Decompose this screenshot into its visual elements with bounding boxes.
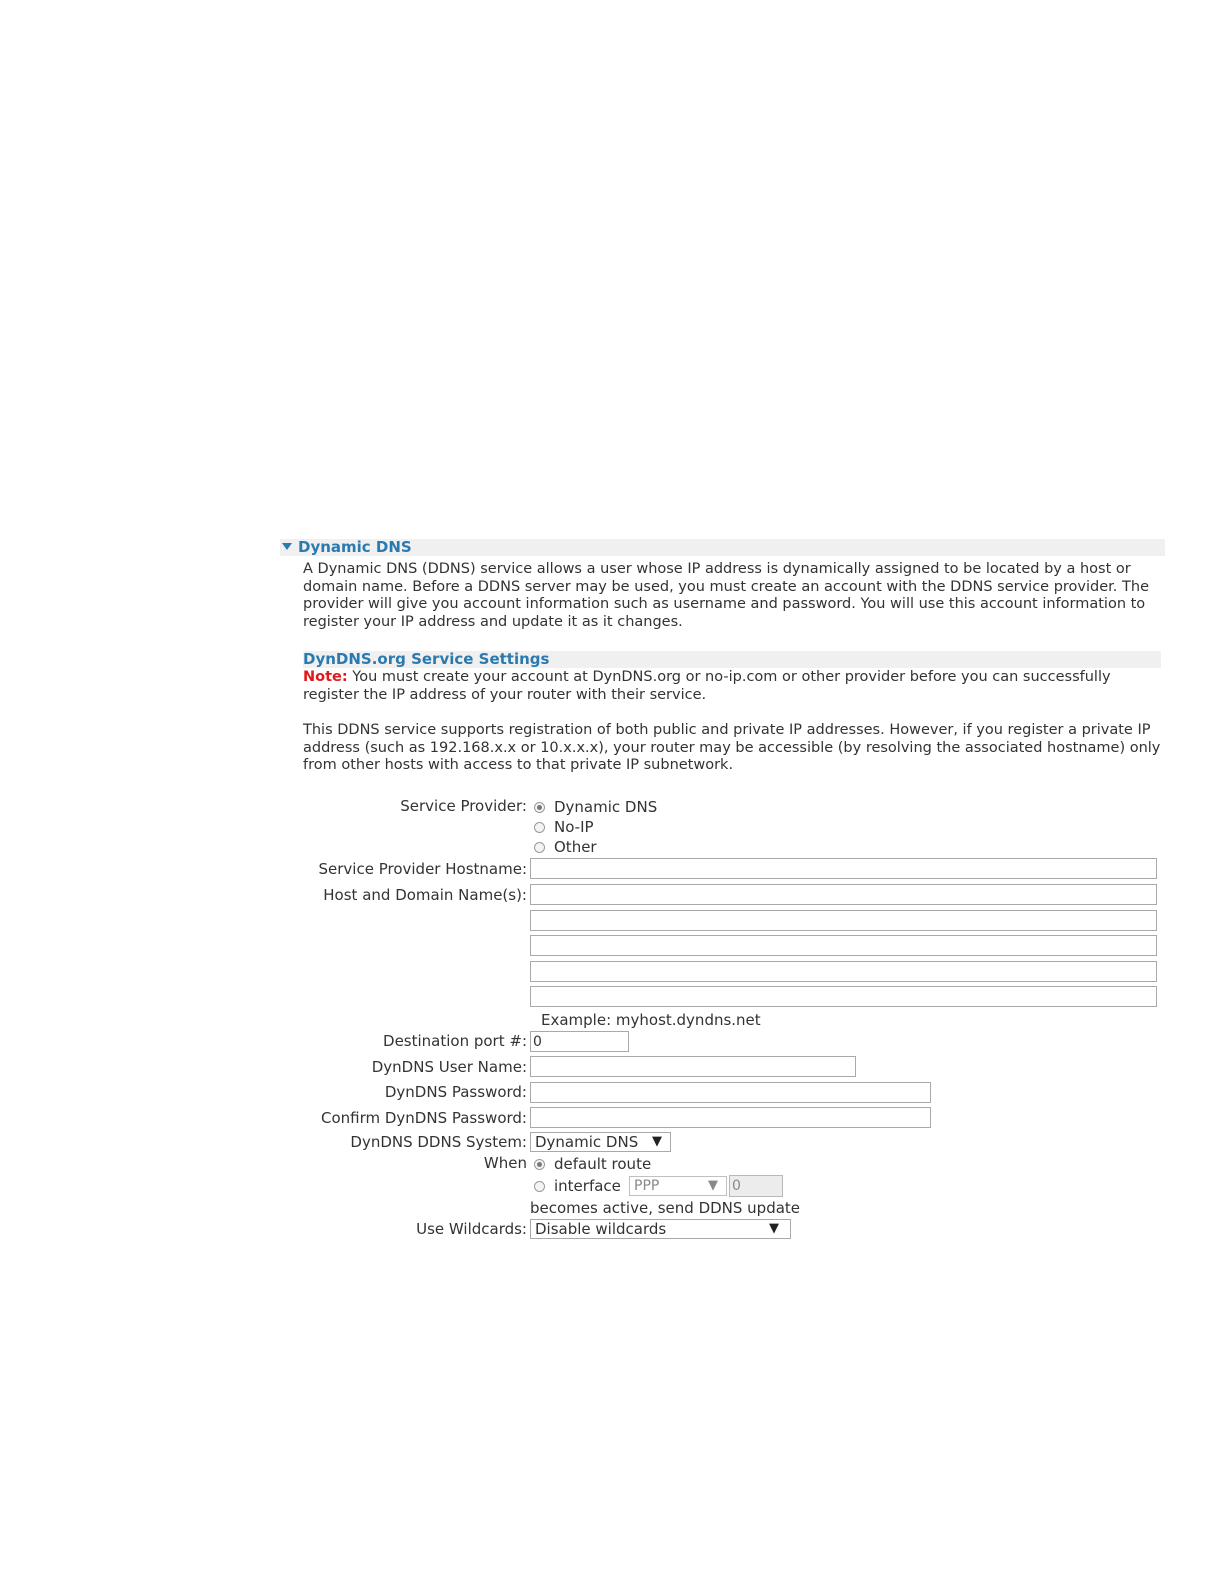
- confirm-password-label: Confirm DynDNS Password:: [320, 1109, 527, 1127]
- host-domain-label: Host and Domain Name(s):: [323, 886, 527, 904]
- host-domain-input-1[interactable]: [530, 884, 1157, 905]
- provider-option-no-ip[interactable]: [534, 817, 594, 837]
- confirm-password-input[interactable]: [530, 1107, 931, 1128]
- ddns-system-label: DynDNS DDNS System:: [350, 1133, 527, 1151]
- host-domain-input-5[interactable]: [530, 986, 1157, 1007]
- dest-port-input[interactable]: [530, 1031, 629, 1052]
- ddns-system-value: Dynamic DNS: [535, 1133, 639, 1151]
- password-label: DynDNS Password:: [384, 1083, 527, 1101]
- info-paragraph: This DDNS service supports registration of both public and private IP addresses. However, if you register a private IP address (such as 192.168.x.x or 10.x.x.x), your router may be accessible (by resolving the associated hostname) only from other hosts with access to that private IP subnetwork.: [303, 722, 1161, 773]
- ddns-system-select[interactable]: [530, 1132, 671, 1152]
- host-domain-input-3[interactable]: [530, 935, 1157, 956]
- provider-label: Dynamic DNS: [554, 798, 658, 816]
- hostname-label: Service Provider Hostname:: [318, 860, 527, 878]
- when-label: When: [483, 1154, 527, 1172]
- hostname-input[interactable]: [530, 858, 1157, 879]
- password-input[interactable]: [530, 1082, 931, 1103]
- section-header-bar: [280, 539, 1165, 556]
- wildcards-label: Use Wildcards:: [416, 1220, 527, 1238]
- service-provider-label: Service Provider:: [400, 797, 527, 815]
- becomes-active-text: becomes active, send DDNS update: [530, 1199, 801, 1217]
- example-hint: Example: myhost.dyndns.net: [541, 1011, 761, 1029]
- provider-label: Other: [554, 838, 597, 856]
- wildcards-value: Disable wildcards: [535, 1220, 667, 1238]
- section-header[interactable]: [280, 539, 412, 556]
- radio-interface[interactable]: [534, 1181, 545, 1192]
- chevron-down-icon: ▼: [652, 1134, 662, 1149]
- when-option-default-route[interactable]: [534, 1154, 651, 1174]
- note-text: You must create your account at DynDNS.org or no-ip.com or other provider before you can successfully register the IP address of your router with their service.: [303, 669, 1111, 703]
- collapse-triangle-icon[interactable]: [282, 543, 292, 550]
- interface-type-select[interactable]: [629, 1176, 727, 1196]
- chevron-down-icon: ▼: [708, 1178, 718, 1193]
- radio-dynamic-dns[interactable]: [534, 802, 545, 813]
- provider-option-dynamic-dns[interactable]: [534, 797, 657, 817]
- interface-type-value: PPP: [634, 1178, 660, 1194]
- host-domain-input-2[interactable]: [530, 910, 1157, 931]
- note-paragraph: [303, 669, 1163, 704]
- host-domain-input-4[interactable]: [530, 961, 1157, 982]
- section-description: A Dynamic DNS (DDNS) service allows a user whose IP address is dynamically assigned to be located by a host or domain name. Before a DDNS server may be used, you must create an account with the DDNS service provider. The provider will give you account information such as username and password. You will use this account information to register your IP address and update it as it changes.: [303, 561, 1149, 630]
- radio-other[interactable]: [534, 842, 545, 853]
- subsection-title: DynDNS.org Service Settings: [303, 650, 550, 668]
- section-title: Dynamic DNS: [298, 538, 412, 556]
- wildcards-select[interactable]: [530, 1219, 791, 1239]
- default-route-label: default route: [554, 1155, 652, 1173]
- username-label: DynDNS User Name:: [371, 1058, 527, 1076]
- radio-no-ip[interactable]: [534, 822, 545, 833]
- username-input[interactable]: [530, 1056, 856, 1077]
- interface-label: interface: [554, 1177, 621, 1195]
- provider-label: No-IP: [554, 818, 594, 836]
- chevron-down-icon: ▼: [769, 1221, 779, 1236]
- when-option-interface[interactable]: [534, 1176, 621, 1196]
- radio-default-route[interactable]: [534, 1159, 545, 1170]
- provider-option-other[interactable]: [534, 837, 597, 857]
- interface-number-input[interactable]: [729, 1175, 783, 1197]
- dest-port-label: Destination port #:: [383, 1032, 527, 1050]
- note-label: Note:: [303, 669, 348, 685]
